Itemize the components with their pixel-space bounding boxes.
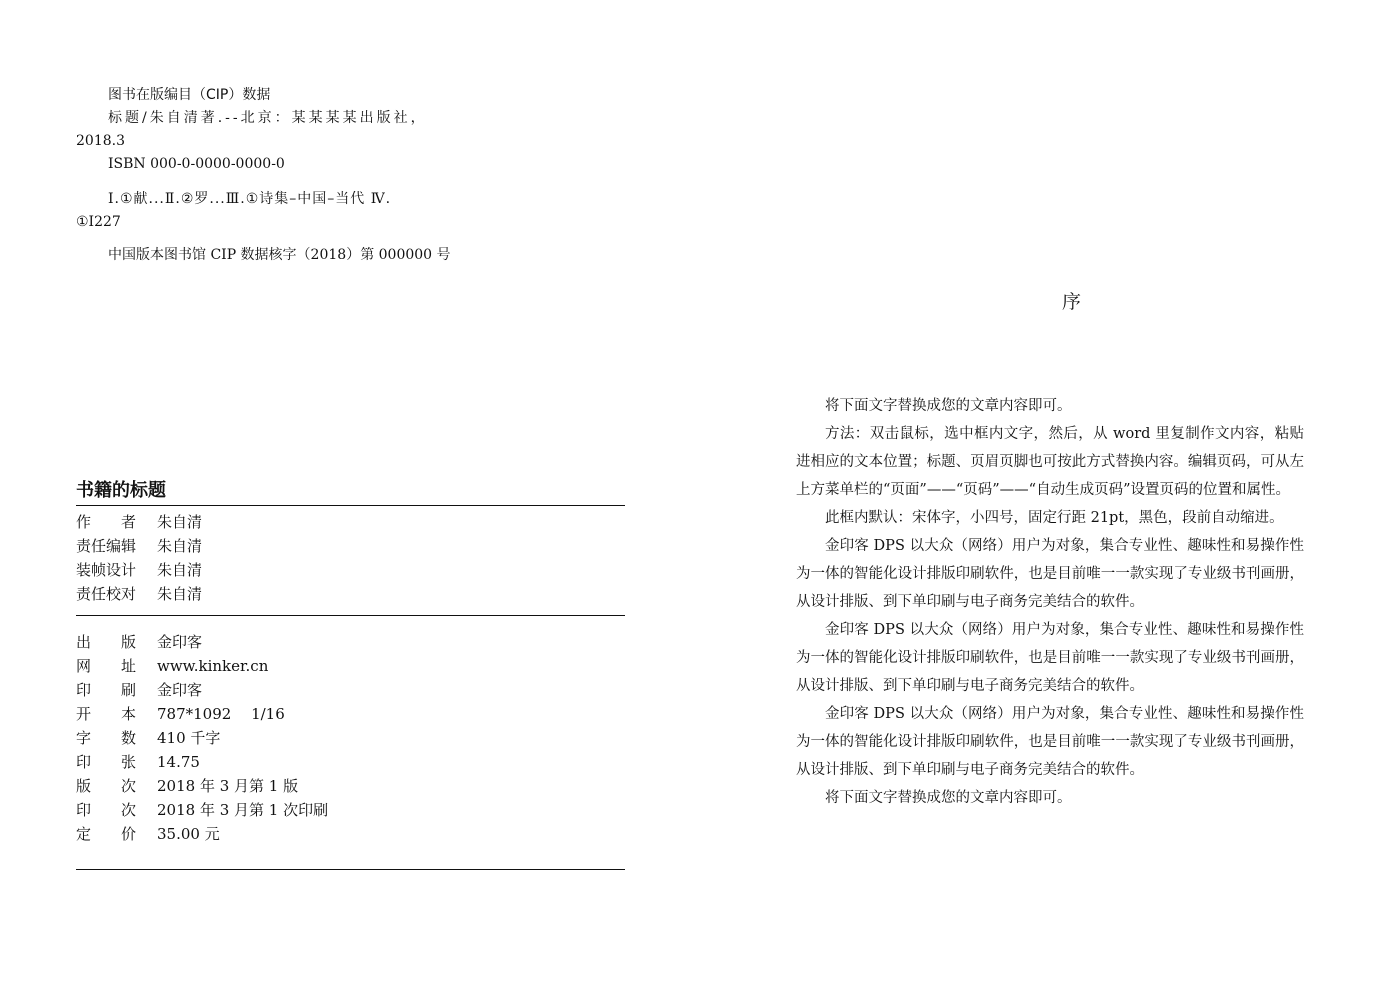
credit-value: 朱自清 xyxy=(157,513,203,531)
publish-row xyxy=(76,630,625,654)
publish-value: 787*1092 1/16 xyxy=(157,705,285,723)
publish-row xyxy=(76,678,625,702)
preface-title: 序 xyxy=(1062,291,1082,313)
publish-label: 网 址 xyxy=(76,657,137,675)
credit-label: 装帧设计 xyxy=(76,561,137,579)
publish-value: 410 千字 xyxy=(157,729,221,747)
cip-record: 中国版本图书馆 CIP 数据核字（2018）第 000000 号 xyxy=(108,247,451,263)
publish-row xyxy=(76,702,625,726)
credit-row xyxy=(76,534,625,558)
publish-label: 版 次 xyxy=(76,777,137,795)
publish-label: 出 版 xyxy=(76,633,137,651)
credit-value: 朱自清 xyxy=(157,537,203,555)
credits-list xyxy=(76,510,625,606)
preface-paragraph: 将下面文字替换成您的文章内容即可。 xyxy=(825,790,1072,806)
cip-line1: 标题/朱自清著.--北京：某某某某出版社， xyxy=(108,110,428,126)
divider-top xyxy=(76,505,625,506)
publish-label: 定 价 xyxy=(76,825,137,843)
publish-row xyxy=(76,774,625,798)
publish-row xyxy=(76,798,625,822)
publish-value: 14.75 xyxy=(157,753,200,771)
publish-value: www.kinker.cn xyxy=(157,657,269,675)
credit-row xyxy=(76,582,625,606)
publish-row xyxy=(76,822,625,846)
publish-row xyxy=(76,654,625,678)
publish-row xyxy=(76,726,625,750)
divider-middle xyxy=(76,615,625,616)
preface-body xyxy=(796,392,1304,812)
preface-paragraph: 方法：双击鼠标，选中框内文字，然后，从 word 里复制作文内容，粘贴进相应的文本位置；标题、页眉页脚也可按此方式替换内容。编辑页码，可从左上方菜单栏的“页面”——“页码”——“自动生成页码”设置页码的位置和属性。 xyxy=(796,426,1304,498)
credit-row xyxy=(76,558,625,582)
credit-value: 朱自清 xyxy=(157,561,203,579)
credit-label: 责任校对 xyxy=(76,585,137,603)
cip-subject1: Ⅰ.①献...Ⅱ.②罗...Ⅲ.①诗集–中国–当代 Ⅳ. xyxy=(108,191,392,207)
publish-value: 2018 年 3 月第 1 次印刷 xyxy=(157,801,329,819)
preface-paragraph: 将下面文字替换成您的文章内容即可。 xyxy=(825,398,1072,414)
credit-value: 朱自清 xyxy=(157,585,203,603)
publish-value: 金印客 xyxy=(157,681,203,699)
publish-label: 印 刷 xyxy=(76,681,137,699)
cip-line2: 2018.3 xyxy=(76,133,125,149)
cip-isbn: ISBN 000-0-0000-0000-0 xyxy=(108,156,285,172)
preface-paragraph: 金印客 DPS 以大众（网络）用户为对象，集合专业性、趣味性和易操作性为一体的智能化设计排版印刷软件，也是目前唯一一款实现了专业级书刊画册，从设计排版、到下单印刷与电子商务完美结合的软件。 xyxy=(796,706,1304,778)
preface-paragraph: 此框内默认：宋体字，小四号，固定行距 21pt，黑色，段前自动缩进。 xyxy=(825,510,1284,526)
cip-subject2: ①I227 xyxy=(76,214,121,230)
divider-bottom xyxy=(76,869,625,870)
publish-value: 35.00 元 xyxy=(157,825,220,843)
preface-page xyxy=(700,0,1398,982)
preface-paragraph: 金印客 DPS 以大众（网络）用户为对象，集合专业性、趣味性和易操作性为一体的智能化设计排版印刷软件，也是目前唯一一款实现了专业级书刊画册，从设计排版、到下单印刷与电子商务完美结合的软件。 xyxy=(796,622,1304,694)
publish-label: 印 次 xyxy=(76,801,137,819)
preface-paragraph: 金印客 DPS 以大众（网络）用户为对象，集合专业性、趣味性和易操作性为一体的智能化设计排版印刷软件，也是目前唯一一款实现了专业级书刊画册，从设计排版、到下单印刷与电子商务完美结合的软件。 xyxy=(796,538,1304,610)
credit-row xyxy=(76,510,625,534)
publish-value: 2018 年 3 月第 1 版 xyxy=(157,777,299,795)
cip-title: 图书在版编目（CIP）数据 xyxy=(108,87,271,103)
credit-label: 作 者 xyxy=(76,513,137,531)
publish-label: 印 张 xyxy=(76,753,137,771)
book-title: 书籍的标题 xyxy=(76,480,166,501)
cip-block xyxy=(76,84,476,267)
publish-label: 开 本 xyxy=(76,705,137,723)
publish-value: 金印客 xyxy=(157,633,203,651)
credit-label: 责任编辑 xyxy=(76,537,137,555)
publish-label: 字 数 xyxy=(76,729,137,747)
publish-row xyxy=(76,750,625,774)
publishing-list xyxy=(76,630,625,846)
